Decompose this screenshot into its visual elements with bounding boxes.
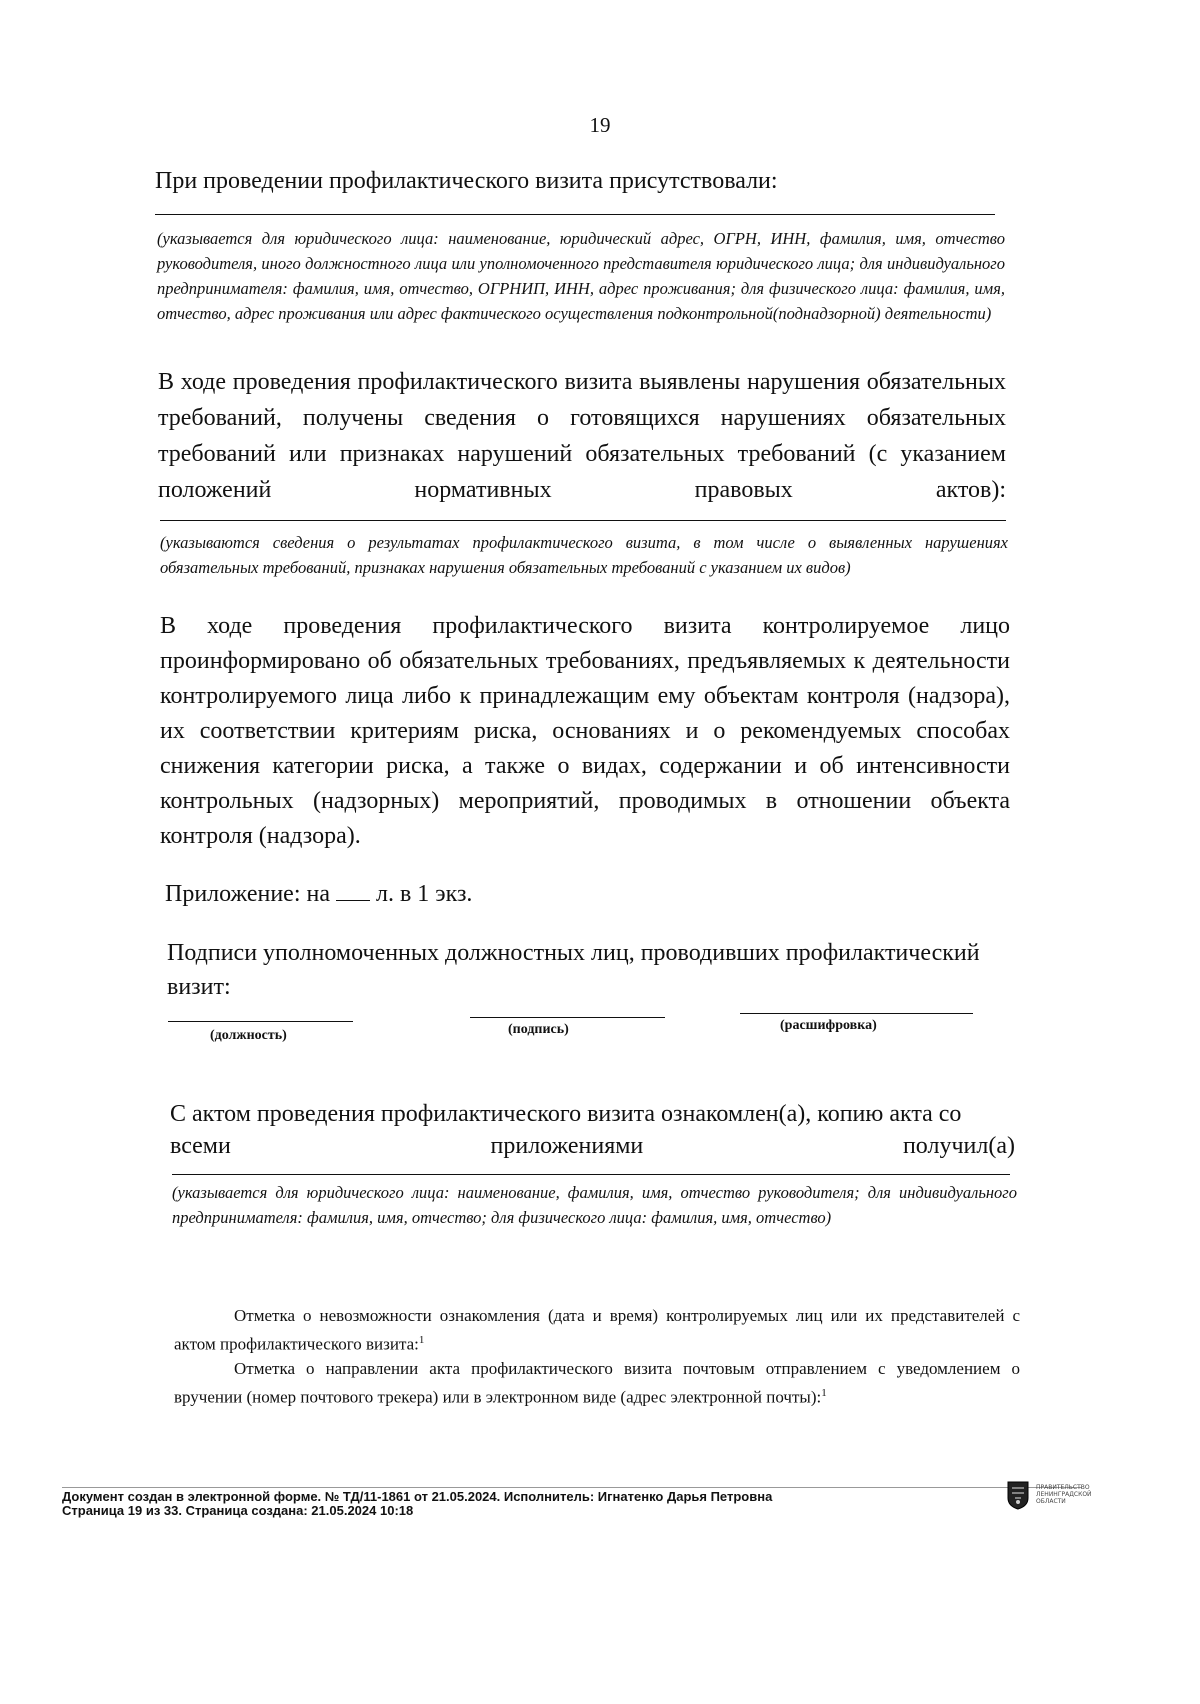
sig-line-signature bbox=[470, 1017, 665, 1018]
footnote-mark-1: 1 bbox=[418, 1334, 425, 1346]
mark-sent bbox=[174, 1356, 1020, 1410]
appendix-prefix: Приложение: на bbox=[165, 881, 330, 907]
logo-text-2: ЛЕНИНГРАДСКОЙ bbox=[1036, 1491, 1092, 1498]
mark-impossible-text: Отметка о невозможности ознакомления (дата и время) контролируемых лиц или их представителей с актом профилактического визита: bbox=[174, 1306, 1020, 1354]
present-heading: При проведении профилактического визита присутствовали: bbox=[155, 168, 778, 194]
appendix-line bbox=[165, 876, 565, 912]
logo-text-1: ПРАВИТЕЛЬСТВО bbox=[1036, 1484, 1090, 1491]
footer-divider bbox=[62, 1487, 1082, 1488]
signatures-heading: Подписи уполномоченных должностных лиц, проводивших профилактический визит: bbox=[167, 940, 980, 1000]
footnote-mark-2: 1 bbox=[821, 1387, 827, 1399]
page-number: 19 bbox=[589, 113, 611, 137]
violations-note: (указываются сведения о результатах профилактического визита, в том числе о выявленных нарушениях обязательных требований, признаках нарушения обязательных требований с указанием их видов) bbox=[160, 533, 1008, 577]
mark-sent-text: Отметка о направлении акта профилактического визита почтовым отправлением с уведомлением о вручении (номер почтового трекера) или в электронном виде (адрес электронной почты): bbox=[174, 1359, 1020, 1407]
coat-of-arms-icon bbox=[1006, 1480, 1030, 1510]
mark-impossible bbox=[174, 1303, 1020, 1357]
violations-text: В ходе проведения профилактического визита выявлены нарушения обязательных требований, получены сведения о готовящихся нарушениях обязательных требований или признаках нарушений обязательных требований (с указанием положений нормативных правовых актов): bbox=[158, 369, 1006, 503]
appendix-suffix: л. в 1 экз. bbox=[375, 881, 473, 907]
sig-line-decoding bbox=[740, 1013, 973, 1014]
informed-text: В ходе проведения профилактического визита контролируемое лицо проинформировано об обязательных требованиях, предъявляемых к деятельности контролируемого лица либо к принадлежащим ему объектам контроля (надзора), их соответствии критериям риска, основаниях и о рекомендуемых способах снижения категории риска, а также о видах, содержании и об интенсивности контрольных (надзорных) мероприятий, проводимых в отношении объекта контроля (надзора). bbox=[160, 613, 1010, 849]
acquainted-word-1: всеми bbox=[170, 1133, 231, 1159]
violations-underline bbox=[160, 520, 1006, 521]
sig-caption-position: (должность) bbox=[210, 1028, 287, 1043]
sig-line-position bbox=[168, 1021, 353, 1022]
appendix-blank bbox=[336, 882, 370, 901]
sig-caption-signature: (подпись) bbox=[508, 1022, 569, 1037]
sig-caption-decoding: (расшифровка) bbox=[780, 1018, 877, 1033]
acquainted-word-2: приложениями bbox=[490, 1133, 644, 1159]
footer-line-2: Страница 19 из 33. Страница создана: 21.05.2024 10:18 bbox=[62, 1503, 414, 1518]
logo-text-3: ОБЛАСТИ bbox=[1036, 1498, 1066, 1505]
present-note: (указывается для юридического лица: наименование, юридический адрес, ОГРН, ИНН, фамилия, имя, отчество руководителя, иного должностного лица или уполномоченного представителя юридического лица; для индивидуального предпринимателя: фамилия, имя, отчество, ОГРНИП, ИНН, адрес проживания; для физического лица: фамилия, имя, отчество, адрес проживания или адрес фактического осуществления подконтрольной(поднадзорной) деятельности) bbox=[157, 229, 1005, 323]
acquainted-word-3: получил(а) bbox=[902, 1133, 1015, 1159]
acquainted-note: (указывается для юридического лица: наименование, фамилия, имя, отчество руководителя; для индивидуального предпринимателя: фамилия, имя, отчество; для физического лица: фамилия, имя, отчество) bbox=[172, 1183, 1017, 1227]
present-underline bbox=[155, 214, 995, 215]
acquainted-line1: С актом проведения профилактического визита ознакомлен(а), копию акта со bbox=[170, 1101, 962, 1127]
acquainted-underline bbox=[172, 1174, 1010, 1175]
footer-line-1: Документ создан в электронной форме. № ТД/11-1861 от 21.05.2024. Исполнитель: Игнатенко Дарья Петровна bbox=[62, 1489, 773, 1504]
logo-caption bbox=[1036, 1484, 1092, 1505]
acquainted-line2 bbox=[170, 1128, 1015, 1164]
